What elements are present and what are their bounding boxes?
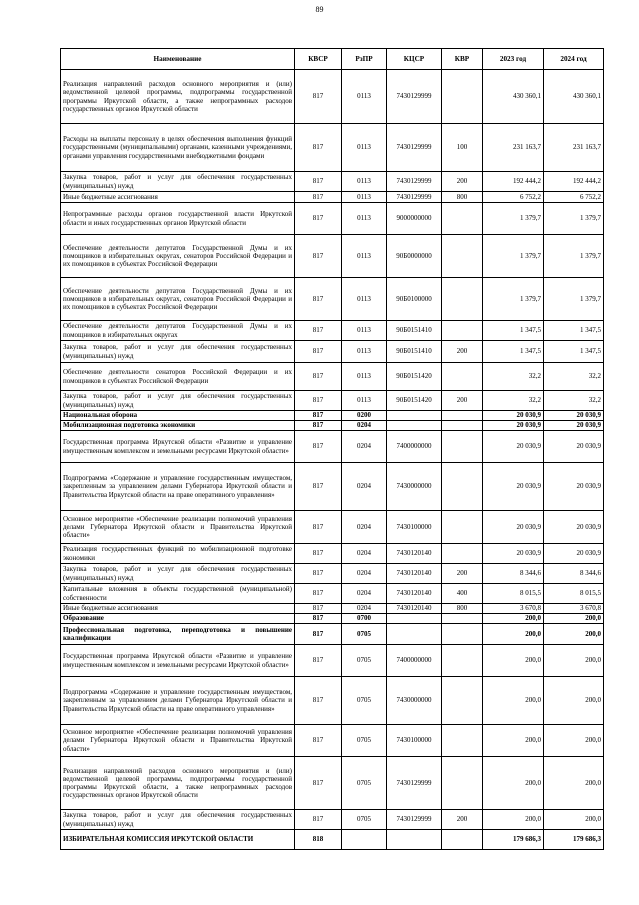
row-kvr: 200 [442, 564, 483, 584]
table-row [61, 363, 604, 391]
header-kvr: КВР [442, 49, 483, 70]
row-kvr [442, 431, 483, 463]
row-2024: 179 686,3 [544, 830, 604, 850]
row-2024: 1 379,7 [544, 235, 604, 278]
row-2024: 20 030,9 [544, 544, 604, 564]
row-kvsr: 817 [295, 604, 342, 614]
row-2024: 200,0 [544, 810, 604, 830]
row-2024: 8 344,6 [544, 564, 604, 584]
row-rzpr [342, 830, 387, 850]
row-name: Подпрограмма «Содержание и управление государственным имуществом, закрепленным за управлением делами Губернатора Иркутской области и Правительства Иркутской области на праве оперативного управления» [61, 463, 295, 511]
row-rzpr: 0113 [342, 391, 387, 411]
row-kvr [442, 645, 483, 677]
row-kcsr: 7430129999 [387, 192, 442, 203]
table-row [61, 124, 604, 172]
table-row [61, 584, 604, 604]
row-kvr [442, 830, 483, 850]
row-kcsr: 7430129999 [387, 124, 442, 172]
table-row [61, 645, 604, 677]
row-rzpr: 0204 [342, 431, 387, 463]
row-rzpr: 0113 [342, 363, 387, 391]
row-2023: 32,2 [483, 363, 544, 391]
row-kcsr: 7430129999 [387, 810, 442, 830]
budget-table [60, 48, 604, 850]
row-name: Непрограммные расходы органов государственной власти Иркутской области и иных государственных органов Иркутской области [61, 203, 295, 235]
row-name: Образование [61, 614, 295, 624]
table-row [61, 544, 604, 564]
row-name: Закупка товаров, работ и услуг для обеспечения государственных (муниципальных) нужд [61, 172, 295, 192]
row-kvsr: 817 [295, 172, 342, 192]
row-2023: 430 360,1 [483, 70, 544, 124]
row-rzpr: 0705 [342, 757, 387, 810]
row-2023: 8 015,5 [483, 584, 544, 604]
row-rzpr: 0705 [342, 810, 387, 830]
row-rzpr: 0700 [342, 614, 387, 624]
row-2023: 192 444,2 [483, 172, 544, 192]
row-kcsr: 7430129999 [387, 70, 442, 124]
row-2023: 1 379,7 [483, 235, 544, 278]
row-kcsr: 7430120140 [387, 584, 442, 604]
row-2023: 3 670,8 [483, 604, 544, 614]
row-name: Иные бюджетные ассигнования [61, 604, 295, 614]
table-row [61, 830, 604, 850]
row-2023: 20 030,9 [483, 431, 544, 463]
row-kvr [442, 624, 483, 645]
row-kvsr: 817 [295, 124, 342, 172]
header-name: Наименование [61, 49, 295, 70]
row-kvsr: 817 [295, 321, 342, 341]
row-2023: 179 686,3 [483, 830, 544, 850]
row-rzpr: 0113 [342, 70, 387, 124]
row-kcsr [387, 421, 442, 431]
table-row [61, 810, 604, 830]
header-2023: 2023 год [483, 49, 544, 70]
row-kvsr: 817 [295, 431, 342, 463]
row-kvr [442, 411, 483, 421]
row-2024: 20 030,9 [544, 411, 604, 421]
row-2024: 200,0 [544, 645, 604, 677]
row-name: Обеспечение деятельности депутатов Государственной Думы и их помощников в избирательных округах [61, 321, 295, 341]
row-kcsr: 7400000000 [387, 431, 442, 463]
table-row [61, 614, 604, 624]
row-name: Расходы на выплаты персоналу в целях обеспечения выполнения функций государственными (муниципальными) органами, казенными учреждениями, органами управления государственными внебюджетными фондами [61, 124, 295, 172]
row-rzpr: 0705 [342, 725, 387, 757]
row-kvsr: 817 [295, 411, 342, 421]
row-kvsr: 817 [295, 463, 342, 511]
row-rzpr: 0705 [342, 624, 387, 645]
row-name: Национальная оборона [61, 411, 295, 421]
row-kvsr: 817 [295, 363, 342, 391]
row-name: ИЗБИРАТЕЛЬНАЯ КОМИССИЯ ИРКУТСКОЙ ОБЛАСТИ [61, 830, 295, 850]
row-kvsr: 818 [295, 830, 342, 850]
table-row [61, 192, 604, 203]
row-kcsr: 90Б0000000 [387, 235, 442, 278]
row-2023: 200,0 [483, 614, 544, 624]
row-kvr [442, 421, 483, 431]
row-kvsr: 817 [295, 192, 342, 203]
row-rzpr: 0204 [342, 564, 387, 584]
row-2023: 200,0 [483, 757, 544, 810]
row-2024: 1 347,5 [544, 321, 604, 341]
row-kcsr: 90Б0151410 [387, 341, 442, 363]
header-2024: 2024 год [544, 49, 604, 70]
row-2024: 200,0 [544, 624, 604, 645]
row-rzpr: 0204 [342, 604, 387, 614]
row-kcsr [387, 411, 442, 421]
row-kvsr: 817 [295, 278, 342, 321]
table-body [61, 70, 604, 850]
row-kcsr: 90Б0151420 [387, 363, 442, 391]
row-rzpr: 0204 [342, 544, 387, 564]
row-kvsr: 817 [295, 235, 342, 278]
table-row [61, 431, 604, 463]
row-2024: 1 379,7 [544, 278, 604, 321]
header-kcsr: КЦСР [387, 49, 442, 70]
row-2023: 8 344,6 [483, 564, 544, 584]
row-kvr [442, 278, 483, 321]
row-2024: 200,0 [544, 614, 604, 624]
row-kvr: 200 [442, 172, 483, 192]
row-name: Мобилизационная подготовка экономики [61, 421, 295, 431]
row-2024: 430 360,1 [544, 70, 604, 124]
row-2023: 6 752,2 [483, 192, 544, 203]
table-row [61, 463, 604, 511]
row-2024: 20 030,9 [544, 511, 604, 544]
row-kcsr [387, 614, 442, 624]
row-kvsr: 817 [295, 584, 342, 604]
row-name: Основное мероприятие «Обеспечение реализации полномочий управления делами Губернатора Иркутской области и Правительства Иркутской области» [61, 511, 295, 544]
row-2023: 1 379,7 [483, 278, 544, 321]
row-kvr: 400 [442, 584, 483, 604]
row-kvsr: 817 [295, 544, 342, 564]
row-rzpr: 0113 [342, 235, 387, 278]
row-kcsr [387, 624, 442, 645]
row-name: Обеспечение деятельности депутатов Государственной Думы и их помощников в избирательных округах, сенаторов Российской Федерации и их помощников в субъектах Российской Федерации [61, 278, 295, 321]
table-row [61, 604, 604, 614]
row-2024: 3 670,8 [544, 604, 604, 614]
table-row [61, 235, 604, 278]
row-kvr [442, 725, 483, 757]
row-2024: 32,2 [544, 363, 604, 391]
table-row [61, 391, 604, 411]
row-kvsr: 817 [295, 614, 342, 624]
row-kcsr: 7400000000 [387, 645, 442, 677]
row-kcsr: 7430129999 [387, 172, 442, 192]
row-2023: 20 030,9 [483, 544, 544, 564]
row-name: Реализация направлений расходов основного мероприятия и (или) ведомственной целевой программы, подпрограммы государственной программы Иркутской области, а также непрограммных расходов государственных органов Иркутской области [61, 757, 295, 810]
row-name: Подпрограмма «Содержание и управление государственным имуществом, закрепленным за управлением делами Губернатора Иркутской области и Правительства Иркутской области на праве оперативного управления» [61, 677, 295, 725]
row-rzpr: 0204 [342, 511, 387, 544]
row-rzpr: 0705 [342, 677, 387, 725]
row-rzpr: 0113 [342, 192, 387, 203]
row-name: Государственная программа Иркутской области «Развитие и управление имущественным комплексом и земельными ресурсами Иркутской области» [61, 645, 295, 677]
row-kvr [442, 463, 483, 511]
row-name: Основное мероприятие «Обеспечение реализации полномочий управления делами Губернатора Иркутской области и Правительства Иркутской области» [61, 725, 295, 757]
row-2024: 1 347,5 [544, 341, 604, 363]
row-kcsr: 7430129999 [387, 757, 442, 810]
row-2023: 1 347,5 [483, 321, 544, 341]
row-rzpr: 0204 [342, 463, 387, 511]
header-kvsr: КВСР [295, 49, 342, 70]
row-kvr [442, 511, 483, 544]
row-kcsr: 90Б0151410 [387, 321, 442, 341]
row-kcsr: 7430000000 [387, 677, 442, 725]
row-2024: 20 030,9 [544, 463, 604, 511]
row-rzpr: 0113 [342, 321, 387, 341]
row-name: Государственная программа Иркутской области «Развитие и управление имущественным комплексом и земельными ресурсами Иркутской области» [61, 431, 295, 463]
page-number: 89 [315, 5, 324, 14]
row-name: Обеспечение деятельности депутатов Государственной Думы и их помощников в избирательных округах, сенаторов Российской Федерации и их помощников в субъектах Российской Федерации [61, 235, 295, 278]
row-2024: 20 030,9 [544, 431, 604, 463]
row-kvsr: 817 [295, 645, 342, 677]
row-kvsr: 817 [295, 341, 342, 363]
row-rzpr: 0113 [342, 124, 387, 172]
row-rzpr: 0113 [342, 278, 387, 321]
row-kcsr: 7430120140 [387, 544, 442, 564]
row-2023: 200,0 [483, 725, 544, 757]
row-2023: 1 347,5 [483, 341, 544, 363]
table-row [61, 321, 604, 341]
row-rzpr: 0705 [342, 645, 387, 677]
row-name: Капитальные вложения в объекты государственной (муниципальной) собственности [61, 584, 295, 604]
row-2023: 20 030,9 [483, 421, 544, 431]
row-kvr: 200 [442, 391, 483, 411]
row-kvsr: 817 [295, 70, 342, 124]
row-2024: 200,0 [544, 725, 604, 757]
header-rzpr: РзПР [342, 49, 387, 70]
row-kvsr: 817 [295, 391, 342, 411]
row-name: Закупка товаров, работ и услуг для обеспечения государственных (муниципальных) нужд [61, 341, 295, 363]
row-kvr [442, 321, 483, 341]
row-2023: 200,0 [483, 677, 544, 725]
row-2024: 231 163,7 [544, 124, 604, 172]
row-kcsr: 7430000000 [387, 463, 442, 511]
row-2023: 32,2 [483, 391, 544, 411]
row-2024: 6 752,2 [544, 192, 604, 203]
row-kcsr: 7430120140 [387, 564, 442, 584]
row-2023: 1 379,7 [483, 203, 544, 235]
row-kcsr: 7430100000 [387, 511, 442, 544]
row-2023: 231 163,7 [483, 124, 544, 172]
row-2023: 20 030,9 [483, 411, 544, 421]
row-kvr: 800 [442, 604, 483, 614]
row-kcsr: 9000000000 [387, 203, 442, 235]
row-kvsr: 817 [295, 725, 342, 757]
row-kvsr: 817 [295, 810, 342, 830]
row-2024: 192 444,2 [544, 172, 604, 192]
table-row [61, 172, 604, 192]
row-2023: 20 030,9 [483, 511, 544, 544]
row-rzpr: 0113 [342, 341, 387, 363]
row-name: Закупка товаров, работ и услуг для обеспечения государственных (муниципальных) нужд [61, 391, 295, 411]
row-2024: 1 379,7 [544, 203, 604, 235]
row-rzpr: 0204 [342, 584, 387, 604]
table-row [61, 278, 604, 321]
row-name: Иные бюджетные ассигнования [61, 192, 295, 203]
row-kvsr: 817 [295, 677, 342, 725]
row-name: Закупка товаров, работ и услуг для обеспечения государственных (муниципальных) нужд [61, 564, 295, 584]
row-kcsr: 90Б0100000 [387, 278, 442, 321]
row-kvsr: 817 [295, 624, 342, 645]
row-kcsr: 90Б0151420 [387, 391, 442, 411]
row-kvr [442, 677, 483, 725]
row-kvsr: 817 [295, 421, 342, 431]
row-kvr [442, 544, 483, 564]
row-2023: 200,0 [483, 810, 544, 830]
table-row [61, 411, 604, 421]
row-rzpr: 0113 [342, 203, 387, 235]
table-row [61, 564, 604, 584]
row-2024: 20 030,9 [544, 421, 604, 431]
row-kvr: 200 [442, 341, 483, 363]
table-row [61, 677, 604, 725]
row-kvsr: 817 [295, 203, 342, 235]
row-name: Профессиональная подготовка, переподготовка и повышение квалификации [61, 624, 295, 645]
row-rzpr: 0200 [342, 411, 387, 421]
row-2023: 200,0 [483, 624, 544, 645]
row-kvr: 100 [442, 124, 483, 172]
row-kvr [442, 363, 483, 391]
row-2024: 32,2 [544, 391, 604, 411]
row-kvr [442, 757, 483, 810]
row-kcsr [387, 830, 442, 850]
row-kcsr: 7430120140 [387, 604, 442, 614]
header-row [61, 49, 604, 70]
table-row [61, 421, 604, 431]
row-kvr [442, 203, 483, 235]
row-name: Реализация государственных функций по мобилизационной подготовке экономики [61, 544, 295, 564]
row-name: Закупка товаров, работ и услуг для обеспечения государственных (муниципальных) нужд [61, 810, 295, 830]
table-row [61, 511, 604, 544]
row-kvr [442, 614, 483, 624]
row-2023: 20 030,9 [483, 463, 544, 511]
row-2024: 200,0 [544, 757, 604, 810]
row-kvsr: 817 [295, 757, 342, 810]
table-row [61, 70, 604, 124]
table-row [61, 341, 604, 363]
row-name: Реализация направлений расходов основного мероприятия и (или) ведомственной целевой программы, подпрограммы государственной программы Иркутской области, а также непрограммных расходов государственных органов Иркутской области [61, 70, 295, 124]
row-kvsr: 817 [295, 511, 342, 544]
table-row [61, 757, 604, 810]
row-rzpr: 0113 [342, 172, 387, 192]
row-kvr: 800 [442, 192, 483, 203]
row-2023: 200,0 [483, 645, 544, 677]
row-rzpr: 0204 [342, 421, 387, 431]
table-row [61, 725, 604, 757]
row-kvr [442, 235, 483, 278]
row-name: Обеспечение деятельности сенаторов Российской Федерации и их помощников в субъектах Российской Федерации [61, 363, 295, 391]
row-kvr: 200 [442, 810, 483, 830]
row-kcsr: 7430100000 [387, 725, 442, 757]
row-2024: 8 015,5 [544, 584, 604, 604]
row-kvsr: 817 [295, 564, 342, 584]
table-row [61, 203, 604, 235]
row-2024: 200,0 [544, 677, 604, 725]
table-row [61, 624, 604, 645]
row-kvr [442, 70, 483, 124]
